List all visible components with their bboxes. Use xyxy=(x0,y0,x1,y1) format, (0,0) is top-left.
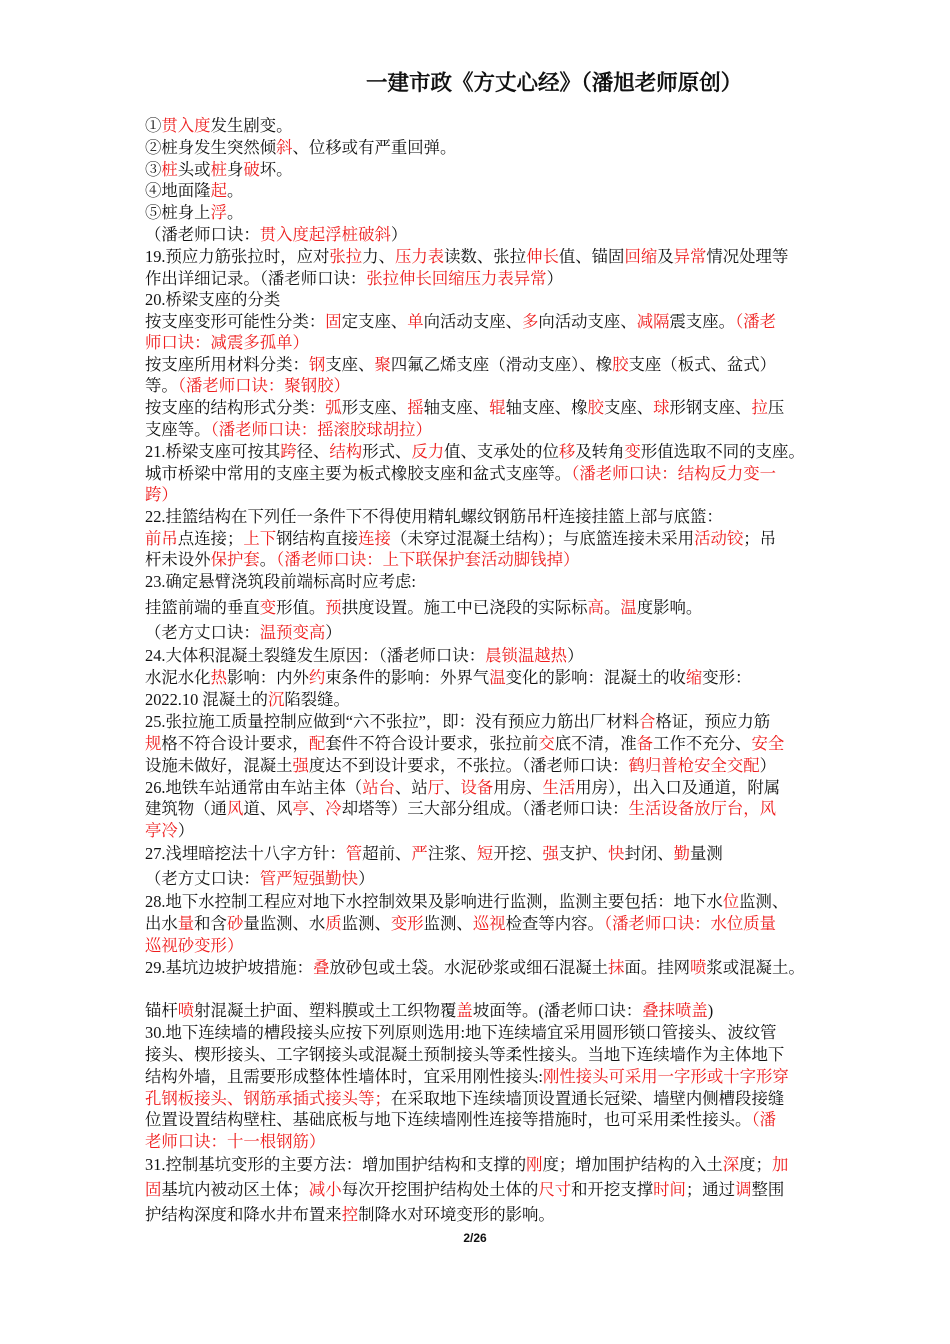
text-line xyxy=(145,820,194,842)
text-segment: ） xyxy=(390,225,408,244)
text-segment: 却塔等）三大部分组成。（潘老师口诀： xyxy=(341,799,629,818)
text-segment: （潘老师口诀： xyxy=(145,225,260,244)
text-segment: 度影响。 xyxy=(636,598,703,617)
text-segment: 坡面等。(潘老师口诀： xyxy=(472,1001,643,1020)
text-segment: 作出详细记录。（潘老师口诀： xyxy=(145,269,367,288)
text-segment: 拱度设置。施工中已浇段的实际标 xyxy=(341,598,588,617)
text-segment: 整围 xyxy=(751,1180,785,1199)
text-segment: 、位移或有严重回弹。 xyxy=(292,138,457,157)
page-number: 2/26 xyxy=(463,1231,487,1245)
text-segment: ） xyxy=(325,623,342,642)
highlight-text: （潘老师口诀：上下联保护套活动脚钱掉） xyxy=(276,550,580,569)
text-line xyxy=(145,180,243,202)
text-segment: 用房），出入口及通道，附属 xyxy=(575,778,781,797)
text-line xyxy=(145,224,407,246)
text-segment: 检查等内容。 xyxy=(505,914,604,933)
highlight-text: 尺寸 xyxy=(538,1180,572,1199)
highlight-text: 结构 xyxy=(329,442,363,461)
text-segment: ） xyxy=(567,646,584,665)
highlight-text: 拉 xyxy=(751,398,768,417)
highlight-text: 斜 xyxy=(276,138,293,157)
highlight-text: 巡视 xyxy=(472,914,506,933)
highlight-text: 起 xyxy=(210,181,227,200)
text-segment: 25.张拉施工质量控制应做到“六不张拉”，即：没有预应力筋出厂材料 xyxy=(145,712,639,731)
text-segment: 径、 xyxy=(296,442,330,461)
text-segment: 向活动支座、 xyxy=(538,312,637,331)
highlight-text: 鹤归普枪安全交配 xyxy=(628,756,760,775)
text-line xyxy=(145,1088,784,1110)
highlight-text: 钢 xyxy=(308,355,326,374)
highlight-text: 严 xyxy=(411,844,428,863)
highlight-text: 设备 xyxy=(460,778,494,797)
highlight-text: 勤 xyxy=(673,844,690,863)
text-line xyxy=(145,711,770,733)
highlight-text: 强 xyxy=(292,756,309,775)
highlight-text: （潘老师口诀：聚钢胶） xyxy=(177,376,350,395)
highlight-text: 温 xyxy=(620,598,637,617)
text-line xyxy=(145,1000,713,1022)
highlight-text: 师口诀：减震多孤单） xyxy=(145,333,309,352)
highlight-text: （潘老师口诀：水位质量 xyxy=(603,914,777,933)
text-segment: ① xyxy=(145,116,162,135)
text-segment: 。 xyxy=(226,203,244,222)
text-segment: 陷裂缝。 xyxy=(284,690,350,709)
highlight-text: 喷 xyxy=(690,958,707,977)
text-segment: 量监测、水 xyxy=(243,914,326,933)
text-segment: 、站 xyxy=(394,778,428,797)
text-segment: 支座等。 xyxy=(145,420,211,439)
text-segment: 压 xyxy=(767,398,785,417)
text-line xyxy=(145,935,243,957)
text-segment: 及转角 xyxy=(575,442,625,461)
text-line xyxy=(145,1066,789,1088)
highlight-text: 温 xyxy=(489,668,506,687)
text-line xyxy=(145,1044,784,1066)
text-segment: 按支座所用材料分类： xyxy=(145,355,309,374)
text-segment: 每次开挖围护结构处土体的 xyxy=(341,1180,539,1199)
text-segment: 量测 xyxy=(690,844,723,863)
text-segment: 度； xyxy=(739,1155,772,1174)
highlight-text: 连接 xyxy=(358,529,391,548)
text-line xyxy=(145,622,342,644)
text-segment: 2022.10 混凝土的 xyxy=(145,690,268,709)
text-segment: 26.地铁车站通常由车站主体（ xyxy=(145,778,363,797)
text-segment: 城市桥梁中常用的支座主要为板式橡胶支座和盆式支座等。 xyxy=(145,464,572,483)
text-segment: ；吊 xyxy=(743,529,777,548)
text-segment: 30.地下连续墙的槽段接头应按下列原则选用:地下连续墙宜采用圆形锁口管接头、波纹管 xyxy=(145,1023,777,1042)
text-segment: 20.桥梁支座的分类 xyxy=(145,290,281,309)
highlight-text: 单 xyxy=(407,312,424,331)
highlight-text: 管严短强勤快 xyxy=(259,869,359,888)
text-segment: 束条件的影响：外界气 xyxy=(325,668,490,687)
highlight-text: 贯入度 xyxy=(161,116,211,135)
text-segment: ） xyxy=(759,756,777,775)
text-segment: 力、 xyxy=(362,247,395,266)
highlight-text: 刚性接头可采用一字形或十字形穿 xyxy=(542,1067,789,1086)
highlight-text: 强 xyxy=(542,844,559,863)
text-segment: ③ xyxy=(145,160,162,179)
highlight-text: 固 xyxy=(325,312,342,331)
highlight-text: 减隔 xyxy=(636,312,670,331)
highlight-text: 质 xyxy=(325,914,342,933)
highlight-text: 砂 xyxy=(226,914,244,933)
text-segment: 点连接； xyxy=(177,529,244,548)
text-line xyxy=(145,159,293,181)
text-segment: 形钢支座、 xyxy=(669,398,752,417)
text-segment: （未穿过混凝土结构）；与底篮连接未采用 xyxy=(390,529,695,548)
text-segment: 工作不充分、 xyxy=(653,734,752,753)
text-segment: 、 xyxy=(308,799,326,818)
text-segment: 。 xyxy=(603,598,621,617)
text-segment: 套件不符合设计要求，张拉前 xyxy=(325,734,539,753)
text-segment: 格证，预应力筋 xyxy=(655,712,771,731)
highlight-text: 跨 xyxy=(280,442,297,461)
text-line xyxy=(145,332,309,354)
highlight-text: 聚 xyxy=(374,355,391,374)
highlight-text: 备 xyxy=(636,734,654,753)
text-line xyxy=(145,375,350,397)
text-segment: 情况处理等 xyxy=(706,247,789,266)
text-segment: 及 xyxy=(657,247,674,266)
highlight-text: 浮 xyxy=(210,203,227,222)
text-line xyxy=(145,733,784,755)
text-segment: ） xyxy=(358,869,375,888)
text-segment: 22.挂篮结构在下列任一条件下不得使用精轧螺纹钢筋吊杆连接挂篮上部与底篮： xyxy=(145,507,723,526)
text-line xyxy=(145,689,350,711)
text-line xyxy=(145,528,776,550)
text-line xyxy=(145,419,432,441)
highlight-text: 巡视砂变形） xyxy=(145,936,244,955)
highlight-text: 缩 xyxy=(685,668,703,687)
highlight-text: 移 xyxy=(558,442,576,461)
highlight-text: 短 xyxy=(476,844,494,863)
highlight-text: 站台 xyxy=(362,778,395,797)
text-line xyxy=(145,137,456,159)
text-segment: 护结构深度和降水井布置来 xyxy=(145,1205,342,1224)
text-segment: ） xyxy=(177,821,195,840)
text-line xyxy=(145,868,374,890)
text-segment: 放砂包或土袋。水泥砂浆或细石混凝土 xyxy=(329,958,609,977)
text-segment: ④地面隆 xyxy=(145,181,211,200)
highlight-text: 上下 xyxy=(243,529,277,548)
text-segment: 21.桥梁支座可按其 xyxy=(145,442,281,461)
highlight-text: 热 xyxy=(210,668,227,687)
text-segment: 四氟乙烯支座（滑动支座）、橡 xyxy=(390,355,613,374)
highlight-text: 桩 xyxy=(161,160,178,179)
highlight-text: 多 xyxy=(521,312,539,331)
text-segment: 射混凝土护面、塑料膜或土工织物覆 xyxy=(194,1001,457,1020)
text-segment: 向活动支座、 xyxy=(423,312,522,331)
highlight-text: 亭 xyxy=(292,799,309,818)
highlight-text: 生活 xyxy=(542,778,576,797)
highlight-text: 变 xyxy=(259,598,277,617)
highlight-text: 风 xyxy=(226,799,244,818)
highlight-text: 亭冷 xyxy=(145,821,178,840)
text-line xyxy=(145,549,579,571)
highlight-text: 摇 xyxy=(407,398,424,417)
text-segment: 挂篮前端的垂直 xyxy=(145,598,260,617)
text-segment: 度达不到设计要求，不张拉。（潘老师口诀： xyxy=(308,756,629,775)
text-segment: 结构外墙，且需要形成整体性墙体时，宜采用刚性接头: xyxy=(145,1067,543,1086)
text-segment: 支座、 xyxy=(603,398,654,417)
text-segment: 制降水对环境变形的影响。 xyxy=(358,1205,555,1224)
text-segment: 按支座的结构形式分类： xyxy=(145,398,326,417)
highlight-text: 保护套 xyxy=(210,550,260,569)
text-segment: 和含 xyxy=(194,914,227,933)
text-line xyxy=(145,1131,325,1153)
highlight-text: 安全 xyxy=(751,734,785,753)
highlight-text: 时间 xyxy=(653,1180,686,1199)
text-line xyxy=(145,1022,777,1044)
text-segment: 轴支座、橡 xyxy=(505,398,588,417)
highlight-text: 减小 xyxy=(308,1180,342,1199)
text-segment: 度；增加围护结构的入土 xyxy=(542,1155,723,1174)
text-line xyxy=(145,597,702,619)
text-line xyxy=(145,484,178,506)
text-segment: 道、风 xyxy=(243,799,293,818)
text-line xyxy=(145,957,805,979)
highlight-text: 前吊 xyxy=(145,529,178,548)
highlight-text: 加 xyxy=(771,1155,789,1174)
highlight-text: 交 xyxy=(538,734,555,753)
text-segment: 19.预应力筋张拉时，应对 xyxy=(145,247,330,266)
text-segment: ） xyxy=(546,269,563,288)
highlight-text: 快 xyxy=(608,844,625,863)
highlight-text: 固 xyxy=(145,1180,162,1199)
highlight-text: 反力 xyxy=(411,442,445,461)
text-line xyxy=(145,463,776,485)
highlight-text: 温预变高 xyxy=(259,623,326,642)
text-line xyxy=(145,397,784,419)
highlight-text: 控 xyxy=(341,1205,359,1224)
highlight-text: （潘老 xyxy=(735,312,777,331)
text-line xyxy=(145,891,788,913)
text-segment: 建筑物（通 xyxy=(145,799,227,818)
text-segment: 震支座。 xyxy=(669,312,736,331)
text-segment: 超前、 xyxy=(362,844,412,863)
text-segment: 读数、张拉 xyxy=(444,247,527,266)
highlight-text: 辊 xyxy=(489,398,506,417)
highlight-text: 合 xyxy=(638,712,656,731)
text-segment: 24.大体积混凝土裂缝发生原因：（潘老师口诀： xyxy=(145,646,486,665)
text-segment: 。 xyxy=(226,181,244,200)
text-segment: 28.地下水控制工程应对地下水控制效果及影响进行监测，监测主要包括：地下水 xyxy=(145,892,723,911)
text-segment: 用房、 xyxy=(493,778,543,797)
text-segment: 和开挖支撑 xyxy=(571,1180,654,1199)
text-segment: 钢结构直接 xyxy=(276,529,359,548)
text-segment: 设施未做好，混凝土 xyxy=(145,756,293,775)
text-segment: 形值选取不同的支座。 xyxy=(640,442,805,461)
text-segment: 23.确定悬臂浇筑段前端标高时应考虑: xyxy=(145,572,416,591)
text-segment: 形支座、 xyxy=(341,398,408,417)
text-segment: 身 xyxy=(226,160,244,179)
highlight-text: 胶 xyxy=(612,355,629,374)
text-line xyxy=(145,1154,788,1176)
text-segment: 接头、楔形接头、工字钢接头或混凝土预制接头等柔性接头。当地下连续墙作为主体地下 xyxy=(145,1045,785,1064)
text-segment: 形式、 xyxy=(362,442,412,461)
text-segment: ⑤桩身上 xyxy=(145,203,211,222)
highlight-text: 沉 xyxy=(267,690,285,709)
highlight-text: 预 xyxy=(325,598,342,617)
text-line xyxy=(145,667,751,689)
highlight-text: 孔钢板接头、钢筋承插式接头等； xyxy=(145,1089,391,1108)
text-segment: 变形： xyxy=(702,668,752,687)
highlight-text: 盖 xyxy=(456,1001,473,1020)
text-line xyxy=(145,755,776,777)
highlight-text: 叠 xyxy=(313,958,330,977)
text-line xyxy=(145,202,243,224)
text-line xyxy=(145,913,776,935)
highlight-text: 管 xyxy=(345,844,363,863)
highlight-text: 约 xyxy=(308,668,326,687)
text-segment: 27.浅埋暗挖法十八字方针： xyxy=(145,844,346,863)
highlight-text: 生活设备放厅台，风 xyxy=(628,799,777,818)
highlight-text: 桩 xyxy=(210,160,227,179)
text-segment: 定支座、 xyxy=(341,312,408,331)
text-segment: 监测、 xyxy=(739,892,789,911)
text-segment: （老方丈口诀： xyxy=(145,869,260,888)
text-segment: 在采取地下连续墙顶设置通长冠梁、墙壁内侧槽段接缝 xyxy=(390,1089,785,1108)
text-segment: 杆未设外 xyxy=(145,550,211,569)
text-segment: 按支座变形可能性分类： xyxy=(145,312,326,331)
highlight-text: 高 xyxy=(587,598,604,617)
text-segment: 31.控制基坑变形的主要方法：增加围护结构和支撑的 xyxy=(145,1155,527,1174)
text-segment: ；通过 xyxy=(685,1180,736,1199)
text-line xyxy=(145,798,776,820)
text-segment: 发生剧变。 xyxy=(210,116,293,135)
highlight-text: （潘老师口诀：结构反力变一 xyxy=(571,464,777,483)
text-segment: 浆或混凝土。 xyxy=(706,958,805,977)
text-line xyxy=(145,268,563,290)
text-segment: 29.基坑边坡护坡措施： xyxy=(145,958,314,977)
text-segment: 锚杆 xyxy=(145,1001,178,1020)
text-line xyxy=(145,289,280,311)
highlight-text: 位 xyxy=(722,892,740,911)
highlight-text: 活动铰 xyxy=(694,529,744,548)
highlight-text: 跨） xyxy=(145,485,178,504)
text-segment: 轴支座、 xyxy=(423,398,490,417)
text-segment: ②桩身发生突然倾 xyxy=(145,138,277,157)
highlight-text: 变形 xyxy=(390,914,424,933)
text-line xyxy=(145,354,776,376)
text-segment: 支座（板式、盆式） xyxy=(628,355,777,374)
text-segment: 出水 xyxy=(145,914,178,933)
highlight-text: 弧 xyxy=(325,398,342,417)
text-segment: 、 xyxy=(444,778,461,797)
highlight-text: 变 xyxy=(624,442,641,461)
highlight-text: 抹 xyxy=(608,958,625,977)
highlight-text: 胶 xyxy=(587,398,604,417)
highlight-text: 球 xyxy=(653,398,670,417)
text-line xyxy=(145,1179,784,1201)
text-segment: 位置设置结构壁柱、基础底板与地下连续墙刚性连接等措施时，也可采用柔性接头。 xyxy=(145,1110,752,1129)
text-line xyxy=(145,843,723,865)
text-segment: 面。挂网 xyxy=(624,958,690,977)
text-segment: 支座、 xyxy=(325,355,375,374)
highlight-text: （潘老师口诀：摇滚胶球胡拉） xyxy=(210,420,432,439)
text-segment: 监测、 xyxy=(423,914,473,933)
text-line xyxy=(145,777,780,799)
highlight-text: 喷 xyxy=(177,1001,195,1020)
text-line xyxy=(145,1109,776,1131)
highlight-text: 冷 xyxy=(325,799,342,818)
highlight-text: 晨锁温越热 xyxy=(485,646,568,665)
text-segment: 支护、 xyxy=(558,844,609,863)
highlight-text: 配 xyxy=(308,734,326,753)
highlight-text: 叠抹喷盖 xyxy=(642,1001,708,1020)
highlight-text: 调 xyxy=(735,1180,752,1199)
highlight-text: 异常 xyxy=(673,247,707,266)
text-segment: 等。 xyxy=(145,376,178,395)
highlight-text: 贯入度起浮桩破斜 xyxy=(259,225,391,244)
text-segment: 坏。 xyxy=(259,160,293,179)
text-segment: 水泥水化 xyxy=(145,668,211,687)
highlight-text: 刚 xyxy=(526,1155,543,1174)
text-line xyxy=(145,115,293,137)
text-segment: 值、锚固 xyxy=(558,247,625,266)
text-line xyxy=(145,441,805,463)
highlight-text: 老师口诀：十一根钢筋） xyxy=(145,1132,326,1151)
highlight-text: 伸长 xyxy=(526,247,559,266)
text-segment: 封闭、 xyxy=(624,844,674,863)
highlight-text: 张拉伸长回缩压力表异常 xyxy=(366,269,547,288)
text-segment: 值、支承处的位 xyxy=(444,442,559,461)
highlight-text: 压力表 xyxy=(394,247,445,266)
text-line xyxy=(145,645,583,667)
text-segment: ) xyxy=(707,1001,714,1020)
text-segment: 。 xyxy=(259,550,277,569)
text-segment: 影响：内外 xyxy=(226,668,309,687)
highlight-text: 破 xyxy=(243,160,260,179)
text-line xyxy=(145,506,723,528)
highlight-text: 深 xyxy=(722,1155,740,1174)
text-segment: 格不符合设计要求， xyxy=(161,734,309,753)
highlight-text: 厅 xyxy=(427,778,445,797)
text-segment: （老方丈口诀： xyxy=(145,623,260,642)
highlight-text: （潘 xyxy=(751,1110,777,1129)
text-segment: 监测、 xyxy=(341,914,391,933)
text-segment: 注浆、 xyxy=(427,844,477,863)
text-segment: 形值。 xyxy=(276,598,326,617)
text-line xyxy=(145,1204,555,1226)
highlight-text: 规 xyxy=(145,734,162,753)
highlight-text: 量 xyxy=(177,914,195,933)
highlight-text: 张拉 xyxy=(329,247,363,266)
text-line xyxy=(145,571,416,593)
page-title: 一建市政《方丈心经》（潘旭老师原创） xyxy=(366,71,743,95)
text-line xyxy=(145,246,788,268)
text-line xyxy=(145,311,776,333)
text-segment: 变化的影响：混凝土的收 xyxy=(505,668,686,687)
text-segment: 底不清，准 xyxy=(554,734,637,753)
highlight-text: 回缩 xyxy=(624,247,658,266)
text-segment: 头或 xyxy=(177,160,211,179)
text-segment: 开挖、 xyxy=(493,844,543,863)
text-segment: 基坑内被动区土体； xyxy=(161,1180,309,1199)
